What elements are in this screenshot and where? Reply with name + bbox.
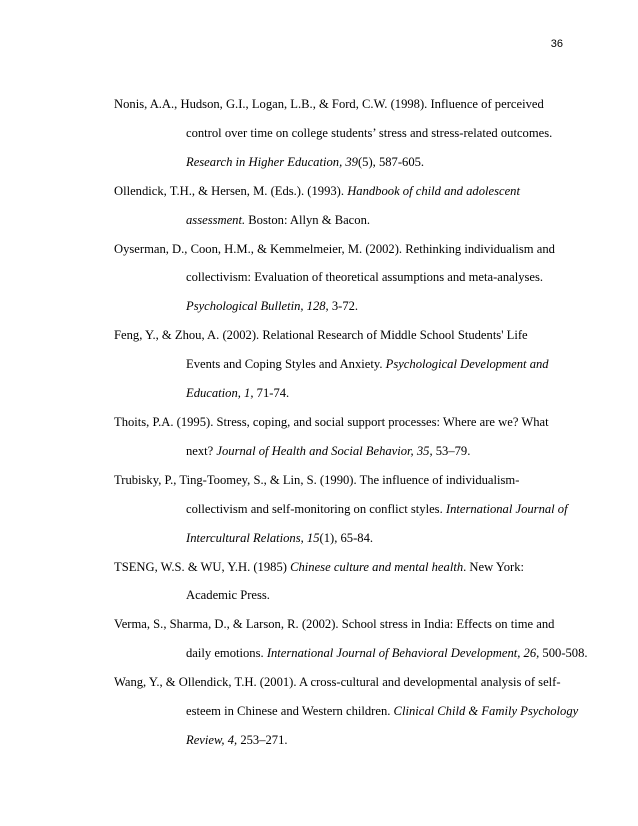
reference-text: control over time on college students’ stress and stress-related outcomes. (186, 125, 553, 140)
reference-entry (114, 408, 574, 466)
reference-continuation-line (150, 726, 574, 755)
reference-text: next? (186, 443, 217, 458)
reference-italic-text: assessment. (186, 212, 246, 227)
reference-continuation-line (150, 495, 574, 524)
reference-continuation-line (150, 581, 574, 610)
reference-entry (114, 466, 574, 553)
reference-first-line (114, 177, 574, 206)
reference-continuation-line (150, 148, 574, 177)
reference-text: 53–79. (432, 443, 471, 458)
reference-first-line (114, 610, 574, 639)
reference-continuation-line (150, 697, 579, 726)
page-number: 36 (550, 38, 563, 50)
reference-text: TSENG, W.S. & WU, Y.H. (1985) (114, 559, 291, 574)
reference-text: Events and Coping Styles and Anxiety. (186, 357, 386, 372)
reference-continuation-line (150, 437, 574, 466)
reference-text: Wang, Y., & Ollendick, T.H. (2001). A cross-cultural and developmental analysis of self- (114, 675, 561, 690)
reference-italic-text: Handbook of child and adolescent (347, 183, 520, 198)
reference-italic-text: International Journal of Behavioral Development, 26, (266, 646, 540, 661)
reference-text: Academic Press. (186, 588, 270, 603)
reference-text: Trubisky, P., Ting-Toomey, S., & Lin, S. (1990). The influence of individualism- (114, 472, 520, 487)
reference-first-line (114, 553, 574, 582)
reference-text: 3-72. (328, 299, 359, 314)
reference-italic-text: Education, 1, (186, 386, 254, 401)
reference-italic-text: Psychological Bulletin, 128, (186, 299, 329, 314)
reference-text: (1), 65-84. (319, 530, 374, 545)
reference-first-line (114, 321, 574, 350)
reference-first-line (114, 466, 574, 495)
reference-text: Ollendick, T.H., & Hersen, M. (Eds.). (1993). (114, 183, 348, 198)
reference-text: 500-508. (539, 646, 588, 661)
reference-text: . New York: (463, 559, 525, 574)
reference-italic-text: International Journal of (445, 501, 568, 516)
reference-italic-text: Psychological Development and (385, 357, 549, 372)
reference-entry (114, 321, 574, 408)
reference-continuation-line (150, 263, 574, 292)
reference-continuation-line (150, 292, 574, 321)
reference-continuation-line (150, 206, 574, 235)
reference-continuation-line (150, 524, 574, 553)
reference-italic-text: Research in Higher Education, 39 (186, 154, 358, 169)
reference-entry (114, 235, 574, 322)
reference-first-line (114, 235, 574, 264)
reference-text: 71-74. (253, 386, 290, 401)
reference-continuation-line (150, 639, 588, 668)
reference-continuation-line (150, 379, 574, 408)
reference-continuation-line (150, 119, 574, 148)
reference-text: (5), 587-605. (357, 154, 425, 169)
reference-first-line (114, 90, 574, 119)
reference-text: Oyserman, D., Coon, H.M., & Kemmelmeier, M. (2002). Rethinking individualism and (114, 241, 555, 256)
reference-italic-text: Intercultural Relations, 15 (186, 530, 320, 545)
reference-italic-text: Clinical Child & Family Psychology (393, 704, 579, 719)
reference-text: Feng, Y., & Zhou, A. (2002). Relational Research of Middle School Students' Life (114, 328, 528, 343)
reference-entry (114, 177, 574, 235)
reference-entry (114, 553, 574, 611)
reference-first-line (114, 408, 574, 437)
reference-text: collectivism: Evaluation of theoretical assumptions and meta-analyses. (186, 270, 544, 285)
reference-text: Verma, S., Sharma, D., & Larson, R. (2002). School stress in India: Effects on time and (114, 617, 555, 632)
reference-italic-text: Chinese culture and mental health (290, 559, 464, 574)
reference-text: Nonis, A.A., Hudson, G.I., Logan, L.B., & Ford, C.W. (1998). Influence of perceived (114, 97, 544, 111)
reference-continuation-line (150, 350, 574, 379)
reference-text: Thoits, P.A. (1995). Stress, coping, and social support processes: Where are we? What (114, 414, 549, 429)
reference-italic-text: Journal of Health and Social Behavior, 35, (216, 443, 433, 458)
reference-text: Boston: Allyn & Bacon. (245, 212, 371, 227)
reference-entry (114, 668, 579, 755)
reference-list (114, 90, 588, 755)
reference-italic-text: Review, 4, (186, 732, 238, 747)
reference-text: collectivism and self-monitoring on conflict styles. (186, 501, 446, 516)
reference-entry (114, 90, 574, 177)
reference-first-line (114, 668, 574, 697)
reference-text: daily emotions. (186, 646, 267, 661)
reference-text: esteem in Chinese and Western children. (186, 704, 394, 719)
reference-entry (114, 610, 588, 668)
reference-text: 253–271. (237, 732, 288, 747)
